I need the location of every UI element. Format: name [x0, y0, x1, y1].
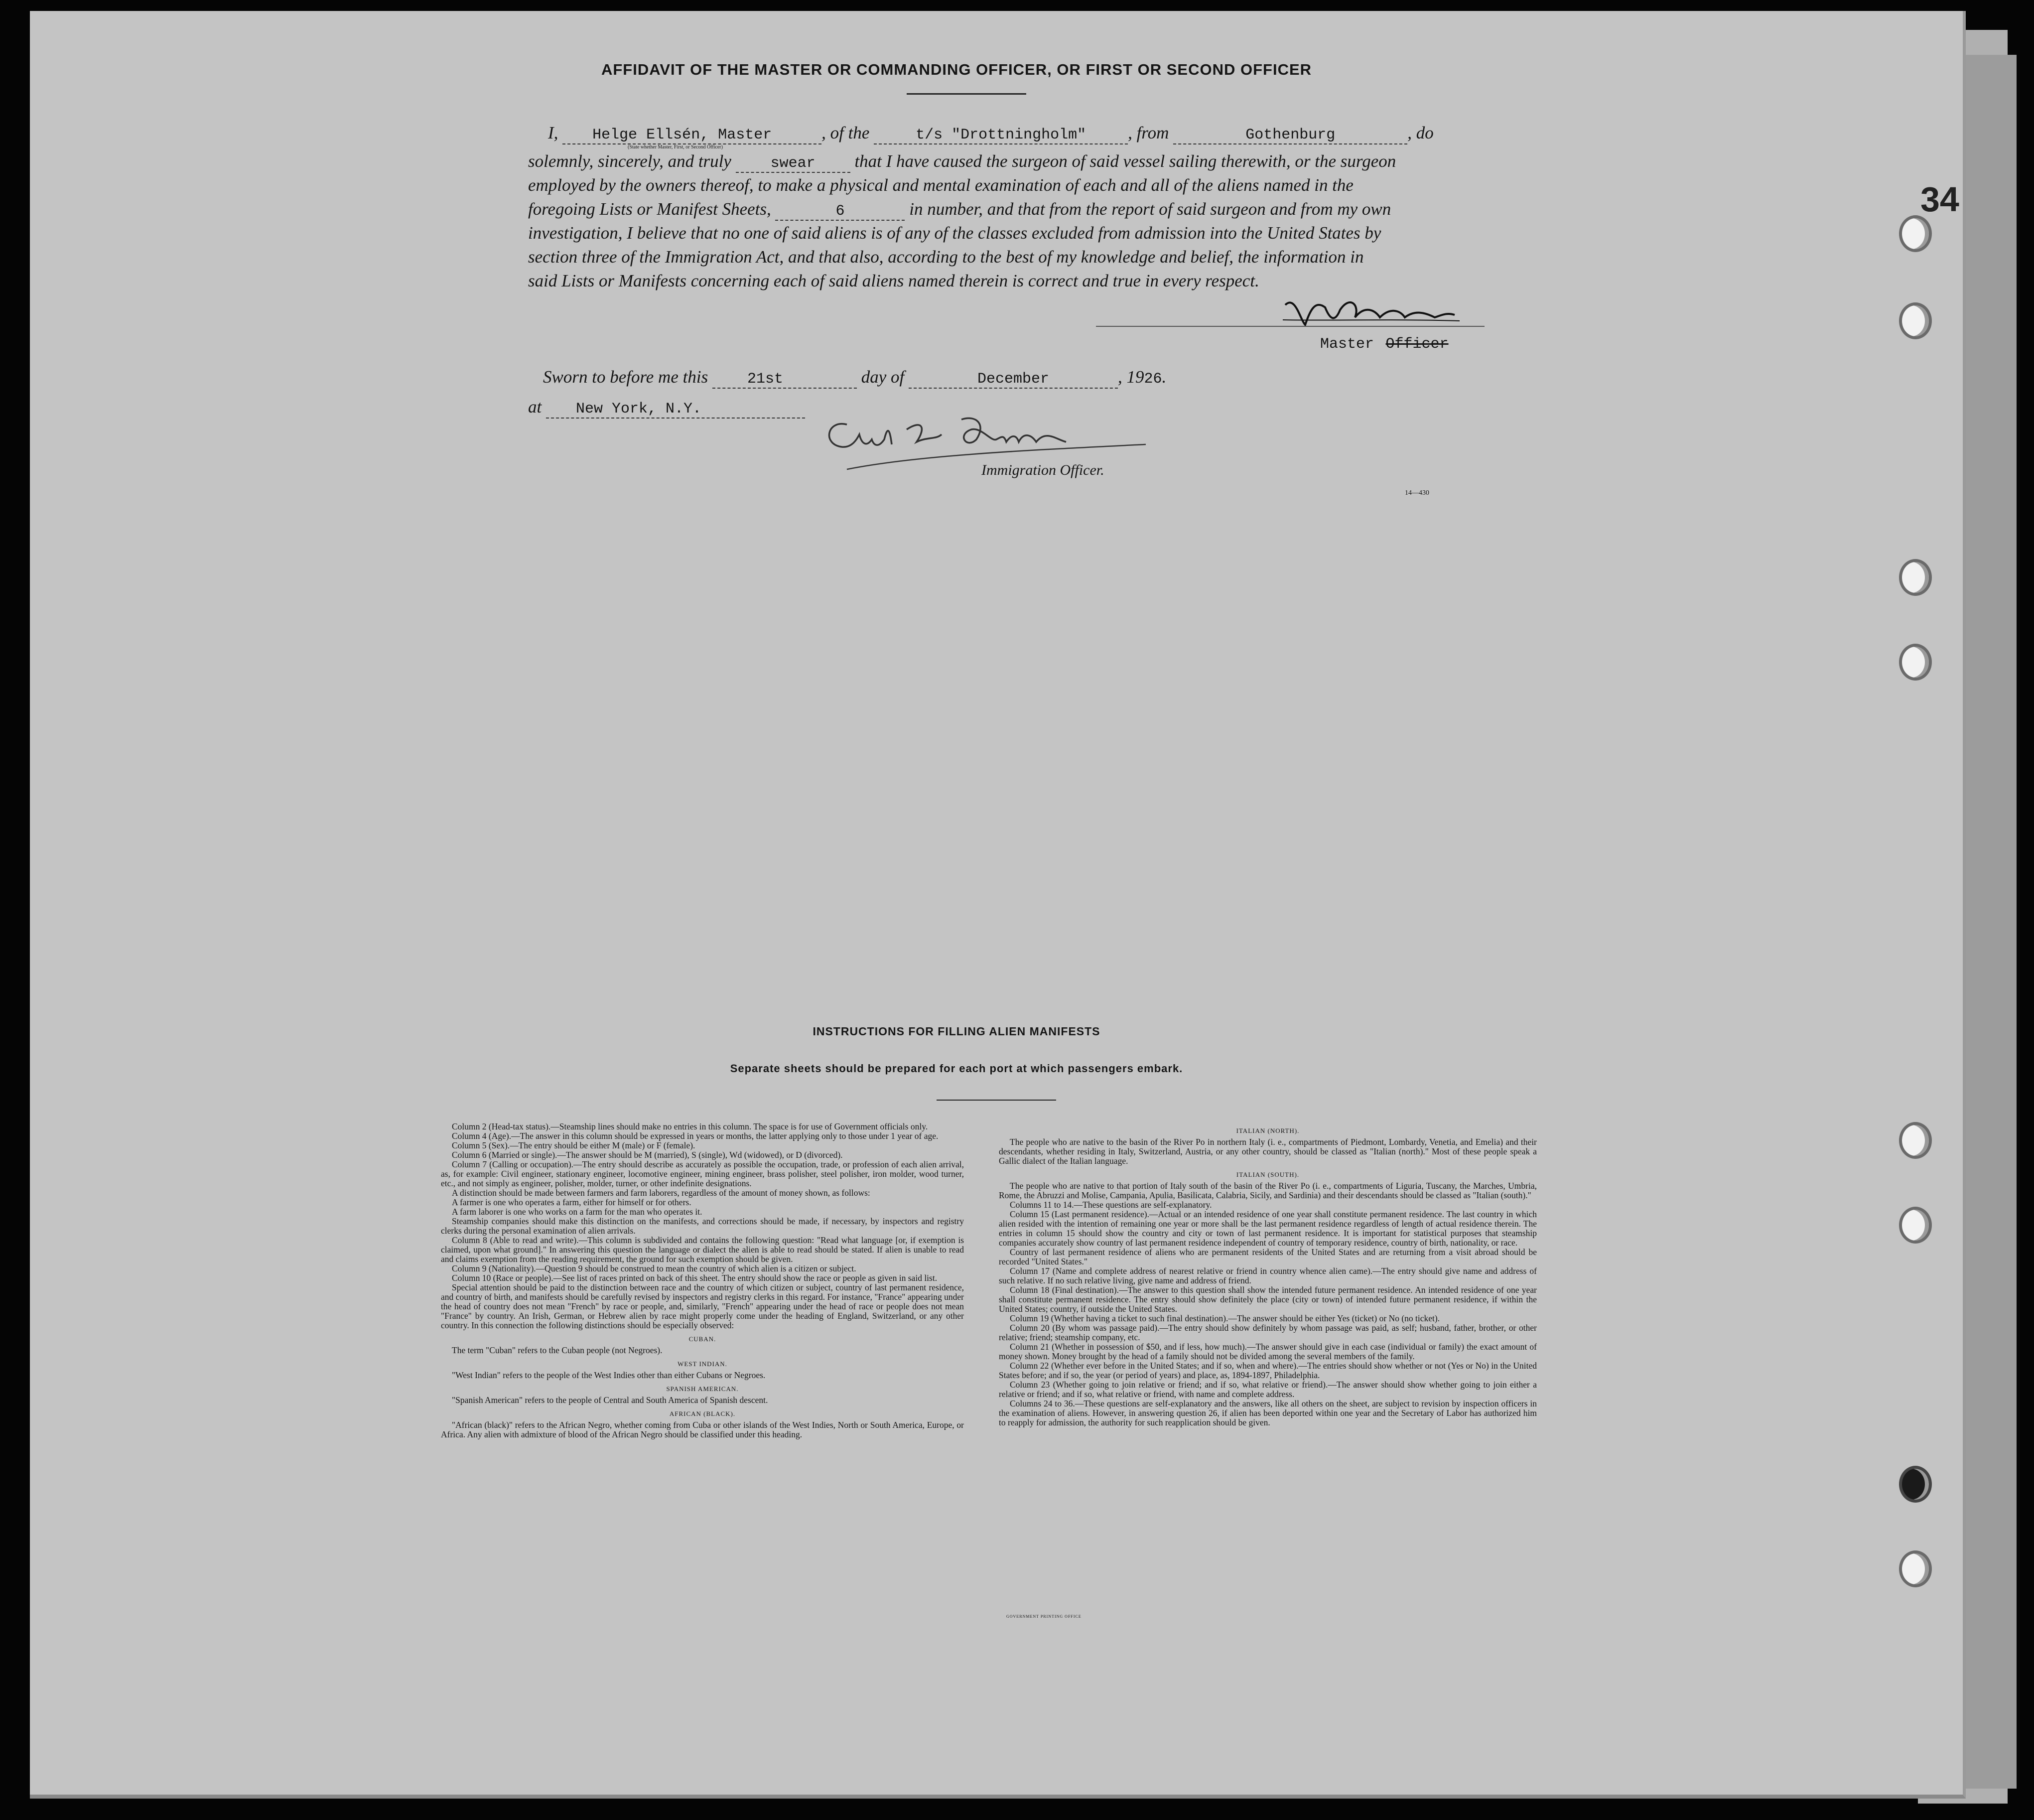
binder-hole [1899, 1466, 1932, 1503]
instruction-paragraph: Steamship companies should make this distinction on the manifests, and corrections should be made, if necessary, by inspectors and registry clerks during the personal examination of alien arrivals. [441, 1216, 964, 1236]
binder-hole [1899, 559, 1932, 596]
do-label: , do [1407, 123, 1434, 142]
place-line [528, 397, 805, 419]
signer-title-text: Master [1320, 336, 1374, 353]
affidavit-line-1 [548, 123, 1434, 144]
instruction-paragraph: Columns 11 to 14.—These questions are self-explanatory. [1010, 1200, 1212, 1210]
instruction-heading: WEST INDIAN. [678, 1360, 727, 1368]
sheet-count-field: 6 [775, 203, 905, 221]
binder-hole [1899, 302, 1932, 339]
binder-hole [1899, 215, 1932, 252]
affidavit-line-6: section three of the Immigration Act, and that also, according to the best of my knowledge and belief, the information in [528, 247, 1364, 267]
instruction-paragraph: "African (black)" refers to the African Negro, whether coming from Cuba or other islands of the West Indies, North or South America, Europe, or Africa. Any alien with admixture of blood of the African Negro should be classified under this heading. [441, 1420, 964, 1439]
sworn-start: Sworn to before me this [543, 367, 708, 387]
sworn-line [543, 367, 1166, 389]
instruction-paragraph: Column 5 (Sex).—The entry should be either M (male) or F (female). [452, 1140, 695, 1150]
printer-note: GOVERNMENT PRINTING OFFICE [1006, 1614, 1082, 1619]
master-signature [1275, 290, 1465, 335]
sworn-century: , 19 [1117, 367, 1144, 387]
binder-hole [1899, 644, 1932, 681]
instruction-paragraph: Column 6 (Married or single).—The answer should be M (married), S (single), Wd (widowed), or D (divorced). [452, 1150, 843, 1160]
instruction-paragraph: Column 22 (Whether ever before in the United States; and if so, when and where).—The entries should show whether or not (Yes or No) in the United States before; and if so, the year (or period of years) and place, as, 1894-1897, Philadelphia. [999, 1361, 1537, 1380]
affidavit-title: AFFIDAVIT OF THE MASTER OR COMMANDING OFFICER, OR FIRST OR SECOND OFFICER [601, 61, 1312, 78]
instructions-right-column [999, 1122, 1537, 1427]
from-label: , from [1128, 123, 1169, 142]
line-2-start: solemnly, sincerely, and truly [528, 151, 731, 171]
immigration-officer-caption: Immigration Officer. [981, 462, 1104, 478]
instruction-paragraph: Column 2 (Head-tax status).—Steamship lines should make no entries in this column. The space is for use of Government officials only. [452, 1121, 928, 1131]
manifest-page [30, 11, 1966, 1799]
line-4-end: in number, and that from the report of said surgeon and from my own [909, 199, 1391, 219]
instruction-paragraph: Column 18 (Final destination).—The answer to this question shall show the intended future permanent residence. An intended residence of one year shall constitute permanent residence. The entry should show definitely the place (city or town) of intended future permanent residence, if within the United States; country, if outside the United States. [999, 1285, 1537, 1314]
sworn-day-field: 21st [712, 371, 857, 389]
instruction-paragraph: Columns 24 to 36.—These questions are self-explanatory and the answers, like all others on the sheet, are subject to revision by inspection officers in the examination of aliens. However, in answering question 26, if alien has been deported within one year and the Secretary of Labor has authorized him to reapply for admission, the authority for such reapplication should be given. [999, 1399, 1537, 1427]
instruction-paragraph: Column 21 (Whether in possession of $50, and if less, how much).—The answer should give in each case (individual or family) the exact amount of money shown. Money brought by the head of a family should not be divided among the several members of the family. [999, 1342, 1537, 1361]
instruction-paragraph: Column 15 (Last permanent residence).—Actual or an intended residence of one year shall constitute permanent residence. The last country in which alien resided with the intention of remaining one year or more shall be the last permanent residence regardless of length of actual residence therein. The entries in column 15 should show the country and city or town of last permanent residence. It is important for statistical purposes that steamship companies accurately show country of last permanent residence independent of country of temporary residence, country of birth, nationality, or race. [999, 1209, 1537, 1248]
instruction-paragraph: Special attention should be paid to the distinction between race and the country of which citizen or subject, country of last permanent residence, and country of birth, and manifests should be carefully revised by inspectors and registry clerks in this regard. For instance, "France" appearing under the head of country does not mean "French" by race or people, and, similarly, "French" appearing under the head of race or people does not mean "France" by country. An Irish, German, or Hebrew alien by race might properly come under the heading of England, Switzerland, or any other country. In this connection the following distinctions should be especially observed: [441, 1282, 964, 1330]
instruction-paragraph: Column 8 (Able to read and write).—This column is subdivided and contains the following question: "Read what language [or, if exemption is claimed, upon what ground]." In answering this question the language or dialect the alien is able to read should be stated. If alien is unable to read and claims exemption from the reading requirement, the ground for such exemption should be given. [441, 1235, 964, 1264]
instruction-heading: CUBAN. [688, 1335, 716, 1343]
title-rule [907, 93, 1026, 95]
instruction-heading: AFRICAN (BLACK). [669, 1410, 736, 1417]
instruction-paragraph: A farmer is one who operates a farm, either for himself or for others. [452, 1197, 691, 1207]
instruction-paragraph: "Spanish American" refers to the people of Central and South America of Spanish descent. [452, 1395, 768, 1405]
instruction-paragraph: "West Indian" refers to the people of the West Indies other than either Cubans or Negroes. [452, 1370, 766, 1380]
ship-name-field: t/s "Drottningholm" [874, 127, 1128, 144]
affidavit-line-7: said Lists or Manifests concerning each of said aliens named therein is correct and true in every respect. [528, 271, 1259, 290]
instruction-paragraph: Column 17 (Name and complete address of nearest relative or friend in country whence alien came).—The entry should give name and address of such relative. If no such relative living, give name and address of friend. [999, 1266, 1537, 1285]
signature-rule-master [1096, 326, 1485, 327]
signer-title-struck: Officer [1385, 336, 1449, 353]
instruction-heading: ITALIAN (SOUTH). [1236, 1171, 1300, 1178]
port-field: Gothenburg [1173, 127, 1407, 144]
instruction-paragraph: Column 7 (Calling or occupation).—The entry should describe as accurately as possible the occupation, trade, or profession of each alien arrival, as, for example: Civil engineer, stationary engineer, locomotive engineer, mining engineer, brass polisher, steel polisher, iron molder, wood turner, etc., and not simply as engineer, polisher, molder, turner, or other indefinite designations. [441, 1159, 964, 1188]
instruction-paragraph: Column 9 (Nationality).—Question 9 should be construed to mean the country of which alien is a citizen or subject. [452, 1263, 856, 1273]
instructions-left-column [441, 1122, 964, 1439]
line-2-end: that I have caused the surgeon of said vessel sailing therewith, or the surgeon [854, 151, 1396, 171]
affidavit-line-5: investigation, I believe that no one of said aliens is of any of the classes excluded from admission into the United States by [528, 223, 1381, 243]
instruction-paragraph: A farm laborer is one who works on a farm for the man who operates it. [452, 1207, 702, 1217]
place-field: New York, N.Y. [546, 401, 805, 419]
instruction-paragraph: The term "Cuban" refers to the Cuban people (not Negroes). [452, 1345, 663, 1355]
binder-hole [1899, 1550, 1932, 1587]
i-label: I, [548, 123, 558, 142]
instruction-paragraph: Column 10 (Race or people).—See list of races printed on back of this sheet. The entry should show the race or people as given in said list. [452, 1273, 938, 1283]
instructions-rule [937, 1100, 1056, 1101]
sworn-period: . [1162, 367, 1167, 387]
adjacent-page-number: 34 [1920, 180, 1959, 219]
instruction-paragraph: Country of last permanent residence of aliens who are permanent residents of the United States and are returning from a visit abroad should be recorded "United States." [999, 1247, 1537, 1266]
at-label: at [528, 397, 542, 417]
instructions-title: INSTRUCTIONS FOR FILLING ALIEN MANIFESTS [813, 1025, 1100, 1038]
sworn-year: 26 [1144, 371, 1162, 388]
officer-name-field: Helge Ellsén, Master [562, 127, 821, 144]
officer-caption: (State whether Master, First, or Second Officer) [628, 144, 723, 150]
binder-hole [1899, 1122, 1932, 1159]
affidavit-line-2 [528, 151, 1396, 173]
line-4-start: foregoing Lists or Manifest Sheets, [528, 199, 771, 219]
signer-title [1320, 335, 1449, 353]
of-the-label: , of the [821, 123, 870, 142]
instruction-paragraph: Column 20 (By whom was passage paid).—The entry should show definitely by whom passage was paid, as self; husband, father, brother, or other relative; friend; steamship company, etc. [999, 1323, 1537, 1342]
instruction-paragraph: Column 23 (Whether going to join relative or friend; and if so, what relative or friend).—The answer should show whether going to join either a relative or friend; and if so, what relative or friend, with name and complete address. [999, 1380, 1537, 1399]
instruction-paragraph: The people who are native to that portion of Italy south of the basin of the River Po (i. e., compartments of Liguria, Tuscany, the Marches, Umbria, Rome, the Abruzzi and Molise, Campania, Apulia, Basilicata, Calabria, Sicily, and Sardinia) and their descendants should be classed as "Italian (south)." [999, 1181, 1537, 1200]
instruction-heading: ITALIAN (NORTH). [1236, 1127, 1300, 1134]
sworn-month-field: December [909, 371, 1118, 389]
instructions-subtitle: Separate sheets should be prepared for each port at which passengers embark. [730, 1062, 1183, 1075]
sworn-day-of: day of [861, 367, 905, 387]
form-number: 14—430 [1405, 489, 1429, 497]
instruction-paragraph: Column 19 (Whether having a ticket to such final destination).—The answer should be either Yes (ticket) or No (no ticket). [1010, 1313, 1440, 1323]
affidavit-line-4 [528, 199, 1391, 221]
oath-field: swear [736, 155, 850, 173]
instruction-paragraph: A distinction should be made between farmers and farm laborers, regardless of the amount of money shown, as follows: [452, 1188, 870, 1198]
affidavit-line-3: employed by the owners thereof, to make a physical and mental examination of each and all of the aliens named in the [528, 175, 1354, 195]
binder-hole [1899, 1207, 1932, 1244]
instruction-heading: SPANISH AMERICAN. [666, 1385, 739, 1393]
instruction-paragraph: Column 4 (Age).—The answer in this column should be expressed in years or months, the latter applying only to those under 1 year of age. [452, 1131, 939, 1141]
instruction-paragraph: The people who are native to the basin of the River Po in northern Italy (i. e., compartments of Piedmont, Lombardy, Venetia, and Emelia) and their descendants, whether residing in Italy, Switzerland, Austria, or any other country, should be classed as "Italian (north)." Most of these people speak a Gallic dialect of the Italian language. [999, 1137, 1537, 1166]
